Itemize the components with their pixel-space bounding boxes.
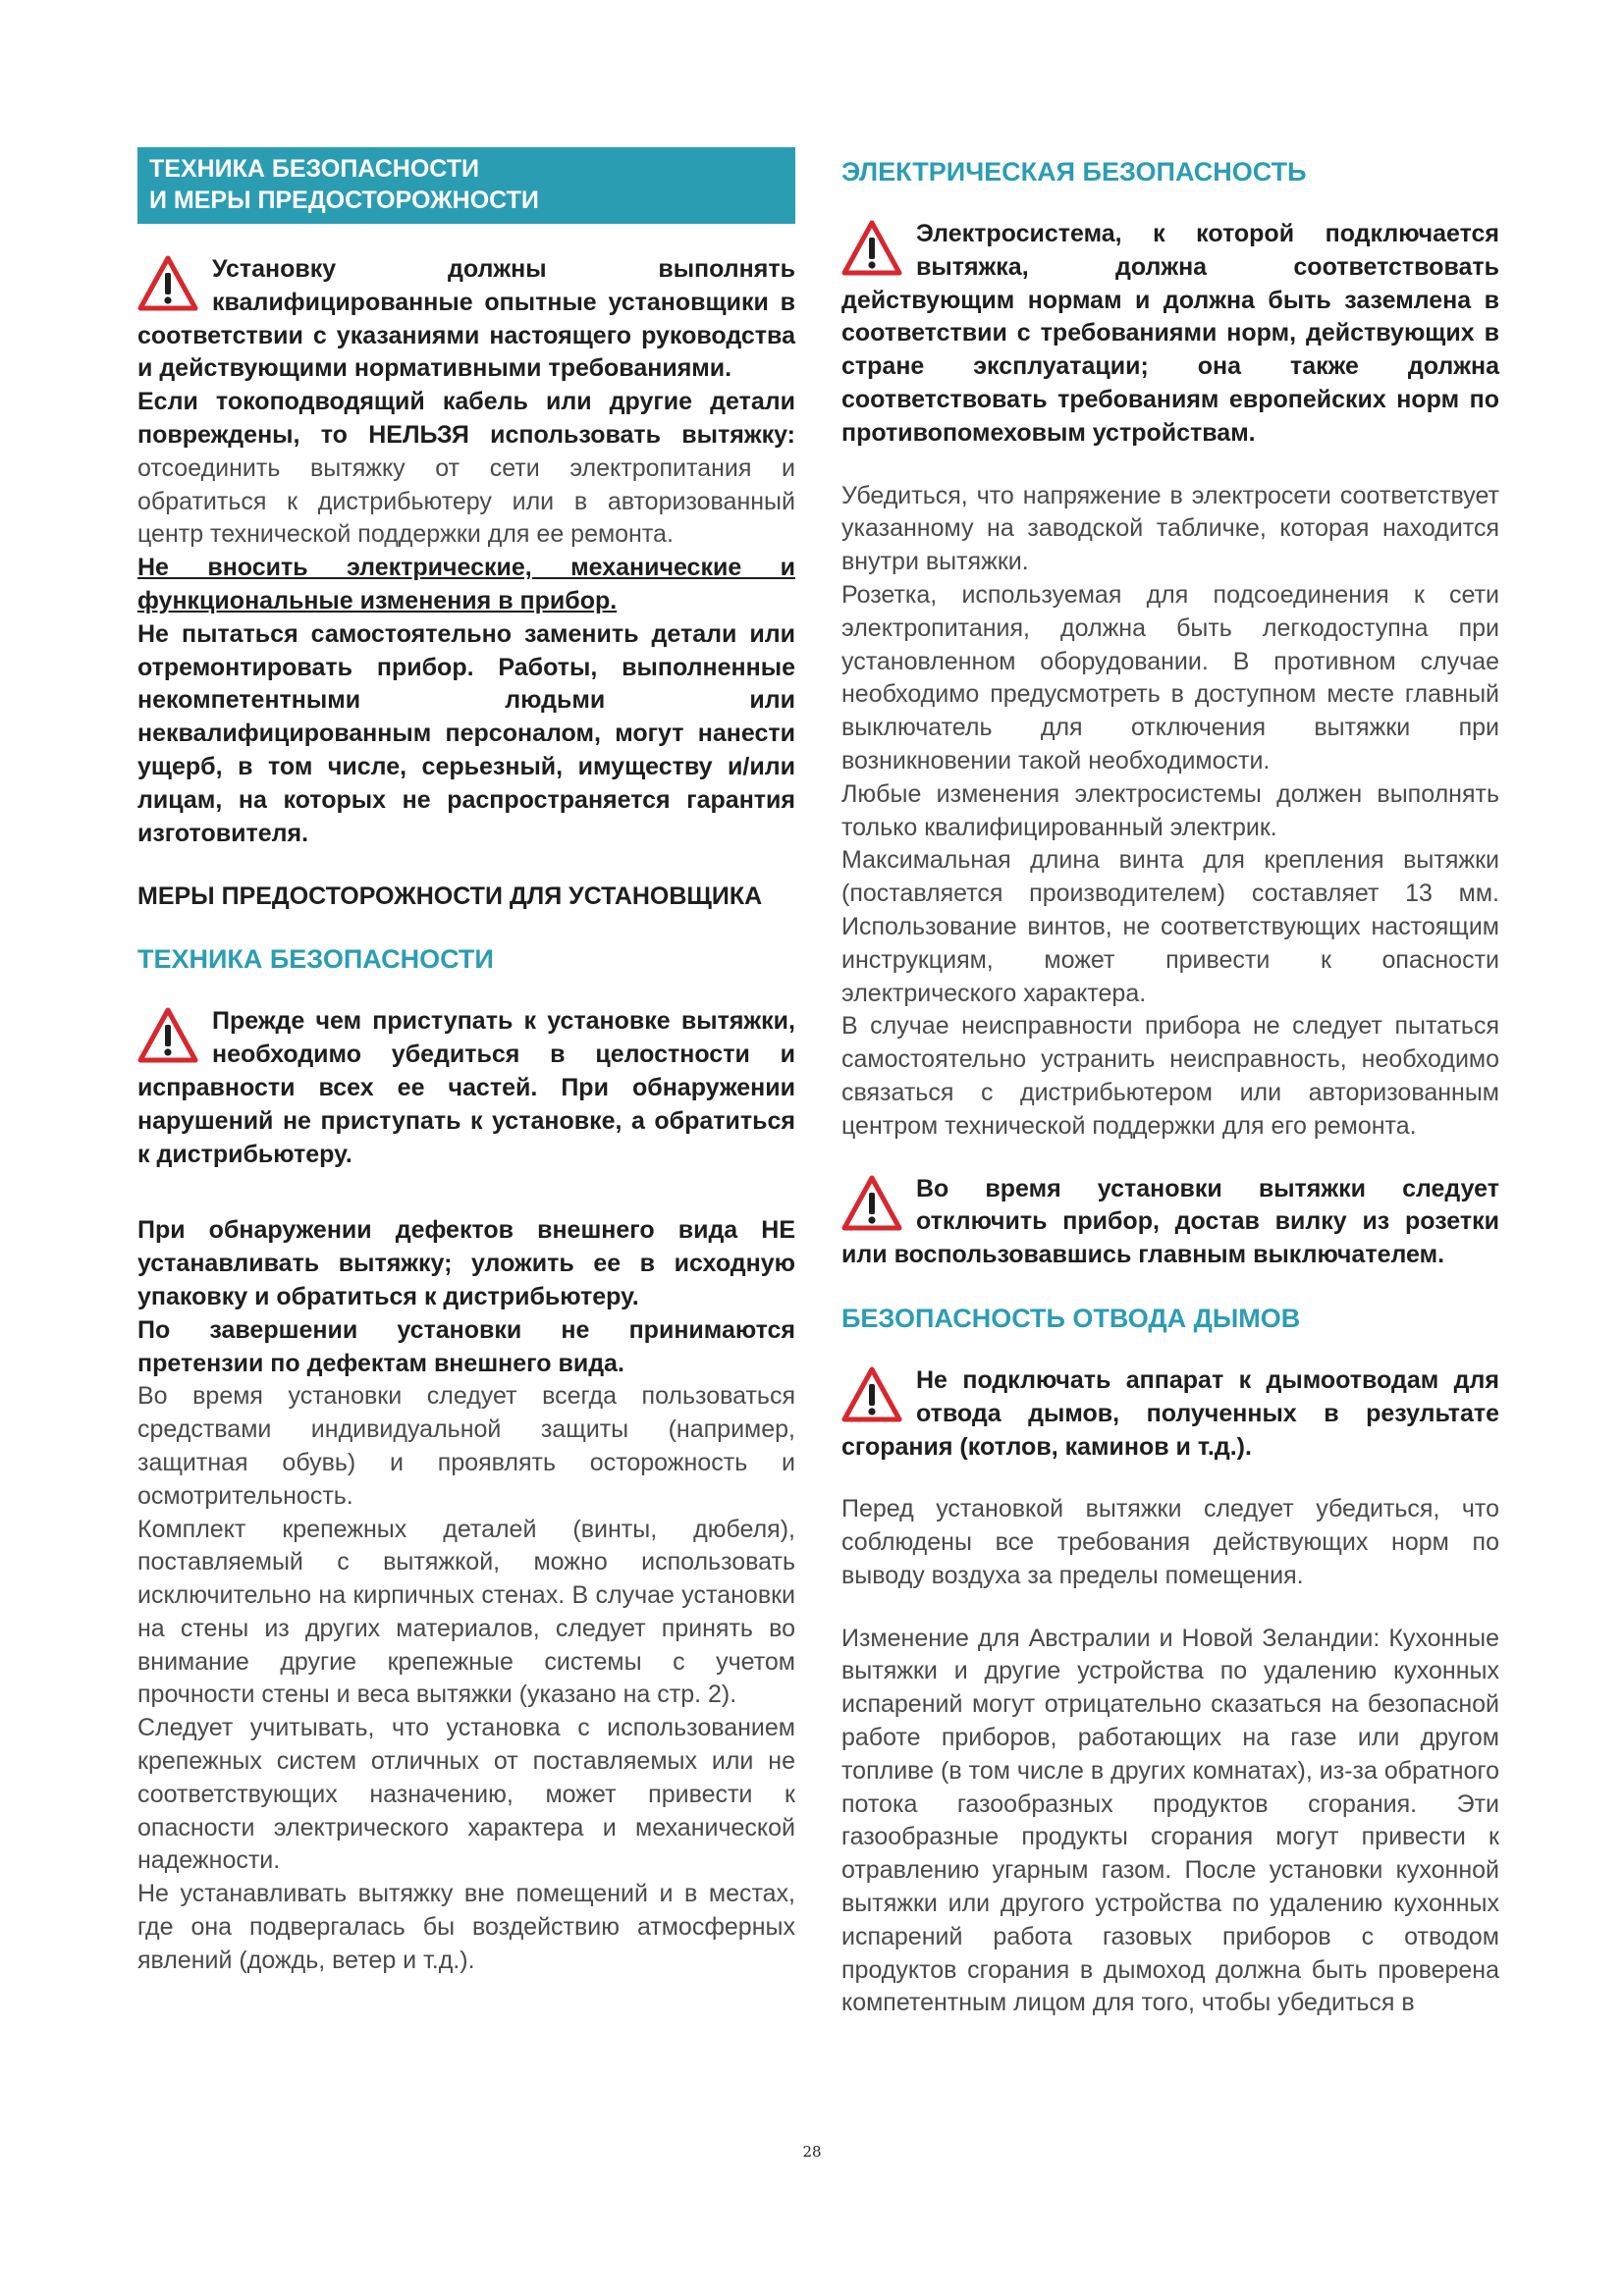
warning-triangle-icon (841, 220, 902, 277)
ppe-paragraph: Во время установки следует всегда пользоваться средствами индивидуальной защиты (например, защитная обувь) и проявлять осторожность и осмотрительность. (137, 1382, 795, 1510)
defects-paragraph: При обнаружении дефектов внешнего вида НЕ устанавливать вытяжку; уложить ее в исходную упаковку и обратиться к дистрибьютеру. (137, 1216, 795, 1310)
outdoor-paragraph: Не устанавливать вытяжку вне помещений и в местах, где она подвергалась бы воздействию атмосферных явлений (дождь, ветер и т.д.). (137, 1880, 795, 1974)
section-header-bar (137, 147, 795, 224)
other-systems-paragraph: Следует учитывать, что установка с использованием крепежных систем отличных от поставляемых или не соответствующих назначению, может привести к опасности электрического характера и механической надежности. (137, 1714, 795, 1875)
fasteners-paragraph: Комплект крепежных деталей (винты, дюбеля), поставляемый с вытяжкой, можно использовать исключительно на кирпичных стенах. В случае установки на стены из других материалов, следует принять во внимание другие крепежные системы с учетом прочности стены и веса вытяжки (указано на стр. 2). (137, 1515, 795, 1709)
warning-flues-text: Не подключать аппарат к дымоотводам для отвода дымов, полученных в результате сгорания (котлов, каминов и т.д.). (841, 1365, 1499, 1461)
fumes-safety-title: БЕЗОПАСНОСТЬ ОТВОДА ДЫМОВ (841, 1303, 1301, 1333)
no-repair-paragraph: Не пытаться самостоятельно заменить детали или отремонтировать прибор. Работы, выполненные некомпетентными людьми или неквалифицированным персоналом, могут нанести ущерб, в том числе, серьезный, имуществу и/или лицам, на которых не распространяется гарантия изготовителя. (137, 619, 795, 847)
header-line-2: И МЕРЫ ПРЕДОСТОРОЖНОСТИ (149, 187, 539, 214)
warning-flues (841, 1364, 1499, 1464)
warning-check-parts-text: Прежде чем приступать к установке вытяжки, необходимо убедиться в целостности и исправности всех ее частей. При обнаружении нарушений не приступать к установке, а обратиться к дистрибьютеру. (137, 1007, 795, 1168)
header-line-1: ТЕХНИКА БЕЗОПАСНОСТИ (149, 155, 479, 183)
warning-triangle-icon (841, 1175, 902, 1232)
electrician-paragraph: Любые изменения электросистемы должен выполнять только квалифицированный электрик. (841, 779, 1499, 841)
safety-subtitle: ТЕХНИКА БЕЗОПАСНОСТИ (137, 944, 494, 975)
claims-paragraph: По завершении установки не принимаются претензии по дефектам внешнего вида. (137, 1315, 795, 1377)
malfunction-paragraph: В случае неисправности прибора не следует пытаться самостоятельно устранить неисправность, необходимо связаться с дистрибьютером или авторизованным центром технической поддержки для его ремонта. (841, 1012, 1499, 1140)
warning-triangle-icon (137, 255, 198, 312)
voltage-paragraph: Убедиться, что напряжение в электросети соответствует указанному на заводской табличке, которая находится внутри вытяжки. (841, 481, 1499, 576)
australia-nz-paragraph: Изменение для Австралии и Новой Зеландии: Кухонные вытяжки и другие устройства по удалению кухонных испарений могут отрицательно сказаться на безопасной работе приборов, работающих на газе или другом топливе (в том числе в других комнатах), из-за обратного потока газообразных продуктов сгорания. Эти газообразные продукты сгорания могут привести к отравлению угарным газом. После установки кухонной вытяжки или другого устройства по удалению кухонных испарений работа газовых приборов с отводом продуктов сгорания в дымоход должна быть проверена компетентным лицом для того, чтобы убедиться в (841, 1624, 1499, 2017)
air-norms-paragraph: Перед установкой вытяжки следует убедиться, что соблюдены все требования действующих норм по выводу воздуха за пределы помещения. (841, 1495, 1499, 1589)
left-column (137, 147, 795, 1978)
electrical-safety-title: ЭЛЕКТРИЧЕСКАЯ БЕЗОПАСНОСТЬ (841, 157, 1307, 187)
cable-damage-bold: Если токоподводящий кабель или другие детали повреждены, то НЕЛЬЗЯ использовать вытяжку: (137, 388, 795, 449)
socket-paragraph: Розетка, используемая для подсоединения к сети электропитания, должна быть легкодоступна при установленном оборудовании. В противном случае необходимо предусмотреть в доступном месте главный выключатель для отключения вытяжки при возникновении такой необходимости. (841, 580, 1499, 774)
page-number: 28 (802, 2143, 822, 2161)
cable-damage-rest: отсоединить вытяжку от сети электропитания и обратиться к дистрибьютеру или в авторизованный центр технической поддержки для ее ремонта. (137, 454, 795, 549)
warning-check-parts (137, 1005, 795, 1171)
warning-electrical-system-text: Электросистема, к которой подключается вытяжка, должна соответствовать действующим нормам и должна быть заземлена в соответствии с требованиями норм, действующих в стране эксплуатации; она также должна соответствовать требованиям европейских норм по противопомеховым устройствам. (841, 220, 1499, 447)
warning-triangle-icon (841, 1366, 902, 1423)
warning-triangle-icon (137, 1007, 198, 1064)
warning-installers-text: Установку должны выполнять квалифицированные опытные установщики в соответствии с указаниями настоящего руководства и действующими нормативными требованиями. (137, 255, 795, 383)
installer-precautions-title: МЕРЫ ПРЕДОСТОРОЖНОСТИ ДЛЯ УСТАНОВЩИКА (137, 882, 763, 911)
warning-disconnect-text: Во время установки вытяжки следует отключить прибор, достав вилку из розетки или воспользовавшись главным выключателем. (841, 1174, 1499, 1269)
warning-installers (137, 253, 795, 386)
warning-disconnect (841, 1173, 1499, 1272)
warning-electrical-system (841, 218, 1499, 451)
cable-damage-paragraph (137, 386, 795, 552)
screw-length-paragraph: Максимальная длина винта для крепления вытяжки (поставляется производителем) составляет 13 мм. Использование винтов, не соответствующих настоящим инструкциям, может привести к опасности электрического характера. (841, 846, 1499, 1007)
right-column (841, 147, 1499, 2020)
no-modify-paragraph: Не вносить электрические, механические и функциональные изменения в прибор. (137, 554, 795, 614)
